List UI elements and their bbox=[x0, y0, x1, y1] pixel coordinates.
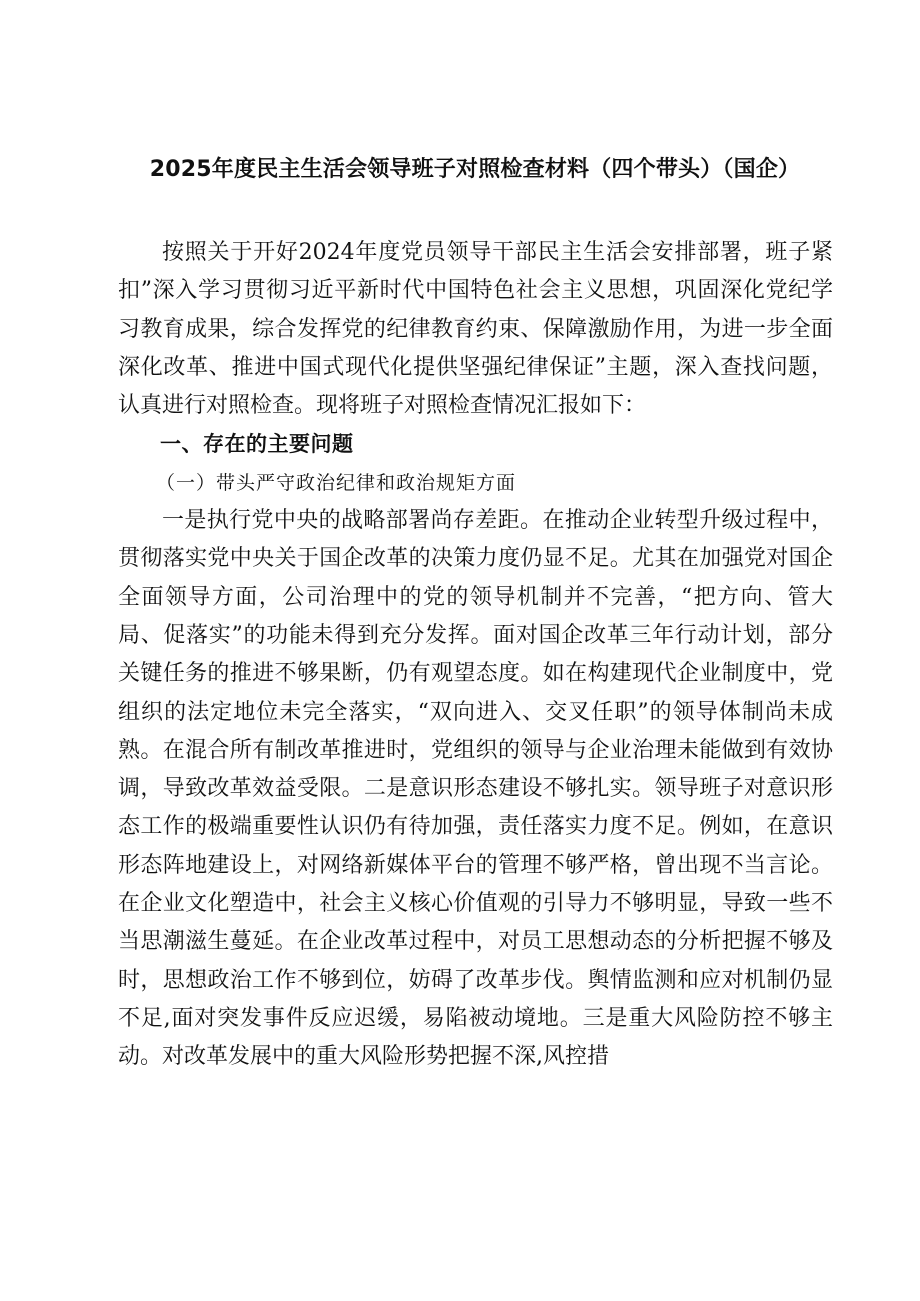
section-heading: 一、存在的主要问题 bbox=[160, 432, 354, 457]
body-paragraph: 一是执行党中央的战略部署尚存差距。在推动企业转型升级过程中，贯彻落实党中央关于国企改革的决策力度仍显不足。尤其在加强党对国企全面领导方面，公司治理中的党的领导机制并不完善，“把方向、管大局、促落实”的功能未得到充分发挥。面对国企改革三年行动计划，部分关键任务的推进不够果断，仍有观望态度。如在构建现代企业制度中，党组织的法定地位未完全落实，“双向进入、交叉任职”的领导体制尚未成熟。在混合所有制改革推进时，党组织的领导与企业治理未能做到有效协调，导致改革效益受限。二是意识形态建设不够扎实。领导班子对意识形态工作的极端重要性认识仍有待加强，责任落实力度不足。例如，在意识形态阵地建设上，对网络新媒体平台的管理不够严格，曾出现不当言论。在企业文化塑造中，社会主义核心价值观的引导力不够明显，导致一些不当思潮滋生蔓延。在企业改革过程中，对员工思想动态的分析把握不够及时，思想政治工作不够到位，妨碍了改革步伐。舆情监测和应对机制仍显不足,面对突发事件反应迟缓，易陷被动境地。三是重大风险防控不够主动。对改革发展中的重大风险形势把握不深,风控措 bbox=[118, 508, 833, 1070]
document-title: 2025年度民主生活会领导班子对照检查材料（四个带头）（国企） bbox=[149, 157, 801, 182]
intro-paragraph: 按照关于开好2024年度党员领导干部民主生活会安排部署，班子紧扣”深入学习贯彻习近平新时代中国特色社会主义思想，巩固深化党纪学习教育成果，综合发挥党的纪律教育约束、保障激励作用，为进一步全面深化改革、推进中国式现代化提供坚强纪律保证”主题，深入查找问题，认真进行对照检查。现将班子对照检查情况汇报如下： bbox=[118, 240, 833, 419]
document-body bbox=[118, 234, 833, 1077]
subsection-heading: （一）带头严守政治纪律和政治规矩方面 bbox=[156, 471, 517, 494]
